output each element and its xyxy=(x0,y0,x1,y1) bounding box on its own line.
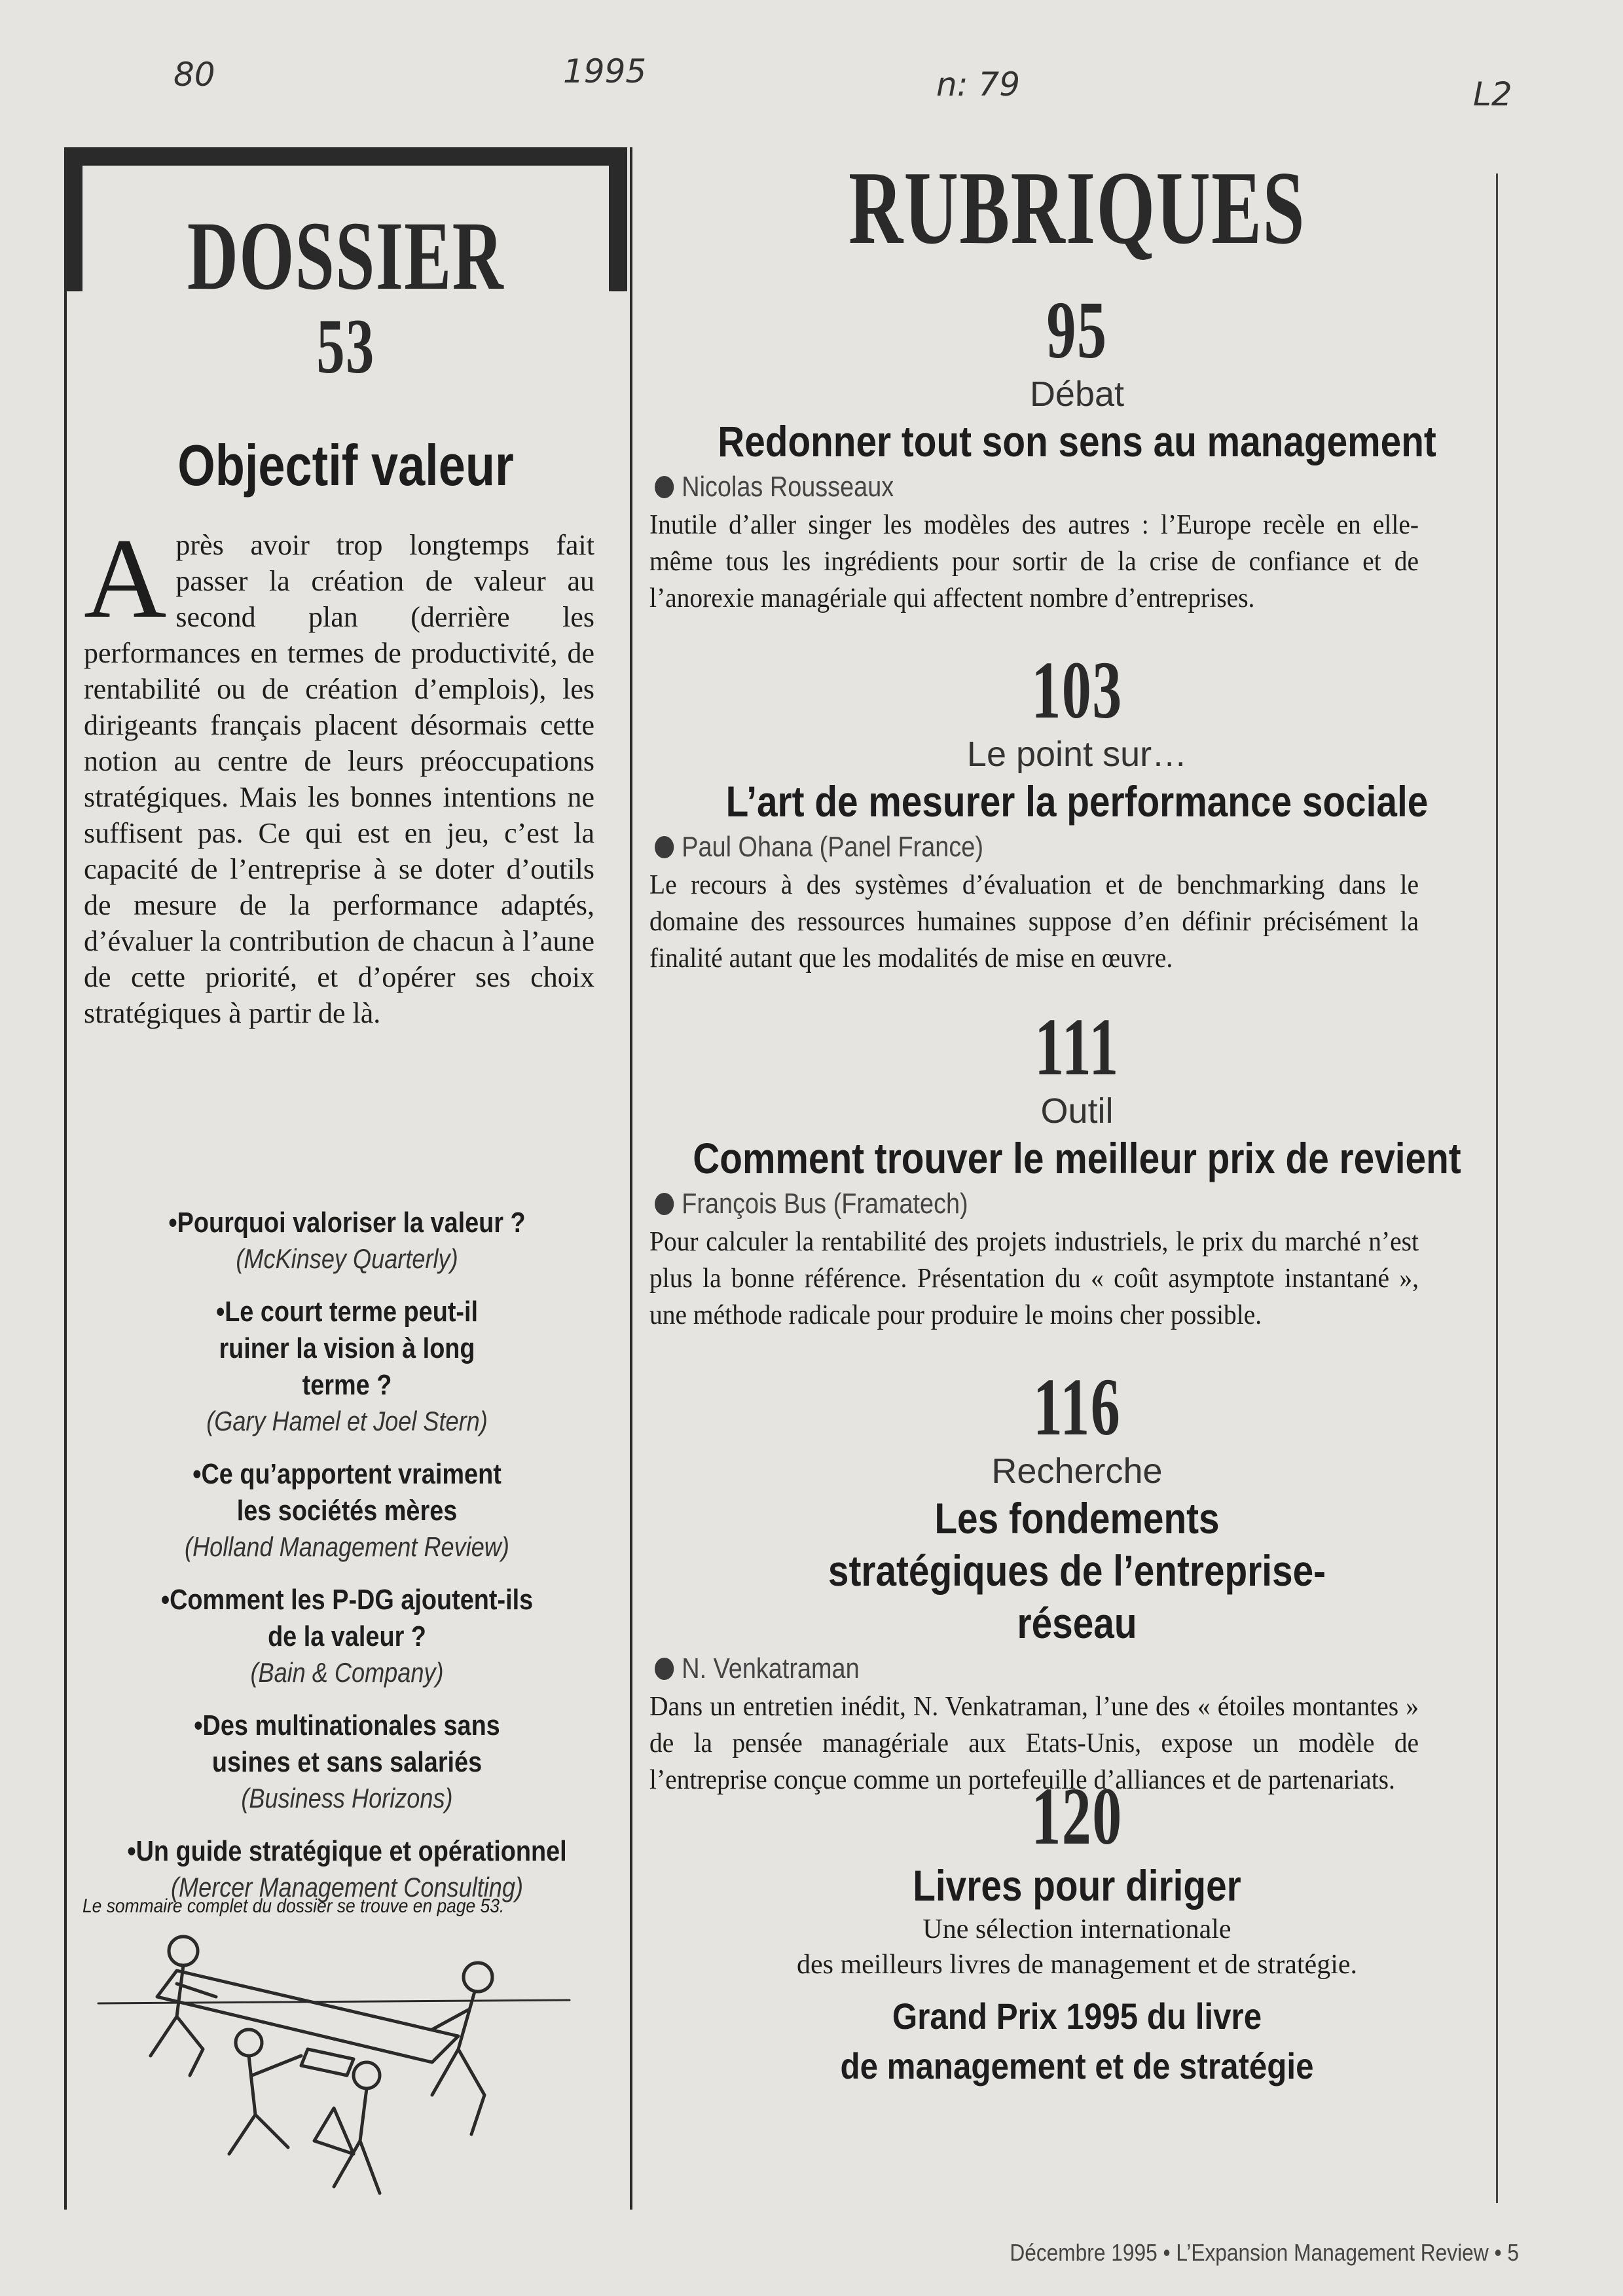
rubrique-description: Dans un entretien inédit, N. Venkatraman, l’une des « étoiles montantes » de la pensée managériale aux Etats-Unis, expose un modèle de l’entreprise conçue comme un portefeuille d’alliances et de partenariats. xyxy=(649,1692,1419,1795)
rubrique-headline: Redonner tout son sens au management xyxy=(718,417,1436,465)
article-item[interactable] xyxy=(72,1707,622,1816)
rubrique-page-number: 111 xyxy=(1034,1002,1120,1093)
rubrique-kicker: Recherche xyxy=(991,1451,1163,1491)
rubrique-headline: L’art de mesurer la performance sociale xyxy=(725,777,1429,826)
rubrique-author: Paul Ohana (Panel France) xyxy=(655,828,1404,867)
article-source: (Business Horizons) xyxy=(241,1783,453,1813)
books-headline: Livres pour diriger xyxy=(913,1861,1241,1910)
drop-cap: A xyxy=(84,515,167,642)
article-item[interactable] xyxy=(72,1833,622,1905)
rubrique-entry[interactable] xyxy=(629,1002,1525,1334)
handwritten-note-issue: n: 79 xyxy=(936,65,1021,103)
rubrique-headline: Les fondements stratégiques de l’entreprise-réseau xyxy=(828,1494,1326,1647)
rubrique-kicker: Outil xyxy=(1040,1091,1114,1131)
dossier-lede xyxy=(84,515,594,1031)
rubrique-entry[interactable] xyxy=(629,285,1525,617)
rubriques-section-title: RUBRIQUES xyxy=(848,149,1305,266)
rubrique-author: François Bus (Framatech) xyxy=(655,1184,1404,1224)
prize-title-line-2: de management et de stratégie xyxy=(840,2045,1314,2086)
article-title: • Pourquoi valoriser la valeur ? xyxy=(111,1205,583,1241)
cartoon-illustration xyxy=(92,1925,576,2213)
article-item[interactable] xyxy=(72,1456,622,1565)
rubrique-description: Inutile d’aller singer les modèles des autres : l’Europe recèle en elle-même tous les ingrédients pour sortir de la crise de confiance et de l’anorexie managériale qui affectent nombre d’entreprises. xyxy=(649,510,1419,613)
prize-title-line-1: Grand Prix 1995 du livre xyxy=(892,1995,1262,2037)
article-item[interactable] xyxy=(72,1205,622,1277)
article-source: (Bain & Company) xyxy=(250,1657,444,1688)
rubrique-books[interactable] xyxy=(629,1774,1525,2091)
rubrique-page-number: 116 xyxy=(1032,1362,1122,1453)
handwritten-note-page: 80 xyxy=(173,56,215,94)
handwritten-note-year: 1995 xyxy=(563,52,647,90)
rubrique-kicker: Le point sur… xyxy=(966,735,1188,774)
dossier-page-number: 53 xyxy=(316,302,375,390)
page-footer: Décembre 1995 • L’Expansion Management Review • 5 xyxy=(1010,2239,1519,2266)
rubrique-kicker: Débat xyxy=(1029,374,1125,414)
article-title: • Un guide stratégique et opérationnel xyxy=(111,1833,583,1870)
rubrique-description: Pour calculer la rentabilité des projets industriels, le prix du marché n’est plus la bonne référence. Présentation du « coût asymptote instantané », une méthode radicale pour produire le moins cher possible. xyxy=(649,1227,1419,1330)
dossier-section-title: DOSSIER xyxy=(187,202,505,310)
article-source: (Mercer Management Consulting) xyxy=(170,1872,524,1903)
rubrique-description: Le recours à des systèmes d’évaluation et de benchmarking dans le domaine des ressources humaines suppose d’en définir précisément la finalité autant que les modalités de mise en œuvre. xyxy=(649,870,1419,974)
article-title: • Des multinationales sans usines et sans salariés xyxy=(172,1707,521,1781)
books-page-number: 120 xyxy=(1031,1772,1123,1862)
dossier-summary-note: Le sommaire complet du dossier se trouve en page 53. xyxy=(82,1895,505,1917)
books-description-line-1: Une sélection internationale xyxy=(922,1914,1231,1944)
dossier-article-list xyxy=(72,1205,622,1922)
handwritten-note-code: L2 xyxy=(1473,75,1512,113)
article-item[interactable] xyxy=(72,1582,622,1690)
rubrique-page-number: 95 xyxy=(1046,285,1108,376)
article-item[interactable] xyxy=(72,1294,622,1439)
article-title: • Le court terme peut-il ruiner la vision à long terme ? xyxy=(189,1294,505,1404)
rubrique-author: Nicolas Rousseaux xyxy=(655,467,1404,507)
dossier-headline: Objectif valeur xyxy=(177,433,514,498)
rubrique-page-number: 103 xyxy=(1031,646,1123,736)
rubrique-entry[interactable] xyxy=(629,648,1525,977)
rubrique-entry[interactable] xyxy=(629,1362,1525,1798)
books-description-line-2: des meilleurs livres de management et de stratégie. xyxy=(796,1950,1358,1980)
article-title: • Ce qu’apportent vraiment les sociétés mères xyxy=(189,1456,505,1529)
article-source: (Gary Hamel et Joel Stern) xyxy=(206,1406,488,1436)
rubrique-headline: Comment trouver le meilleur prix de revient xyxy=(693,1134,1461,1182)
rubrique-author: N. Venkatraman xyxy=(655,1649,1404,1688)
article-title: • Comment les P-DG ajoutent-ils de la valeur ? xyxy=(144,1582,549,1655)
article-source: (McKinsey Quarterly) xyxy=(236,1243,458,1274)
article-source: (Holland Management Review) xyxy=(185,1531,509,1562)
lede-text: près avoir trop longtemps fait passer la création de valeur au second plan (derrière les performances en termes de productivité, de rentabilité ou de création d’emplois), les dirigeants français placent désormais cette notion au centre de leurs préoccupations stratégiques. Mais les bonnes intentions ne suffisent pas. Ce qui est en jeu, c’est la capacité de l’entreprise à se doter d’outils de mesure de la performance adaptés, d’évaluer la contribution de chacun à l’aune de cette priorité, et d’opérer ses choix stratégiques à partir de là. xyxy=(84,529,594,1029)
